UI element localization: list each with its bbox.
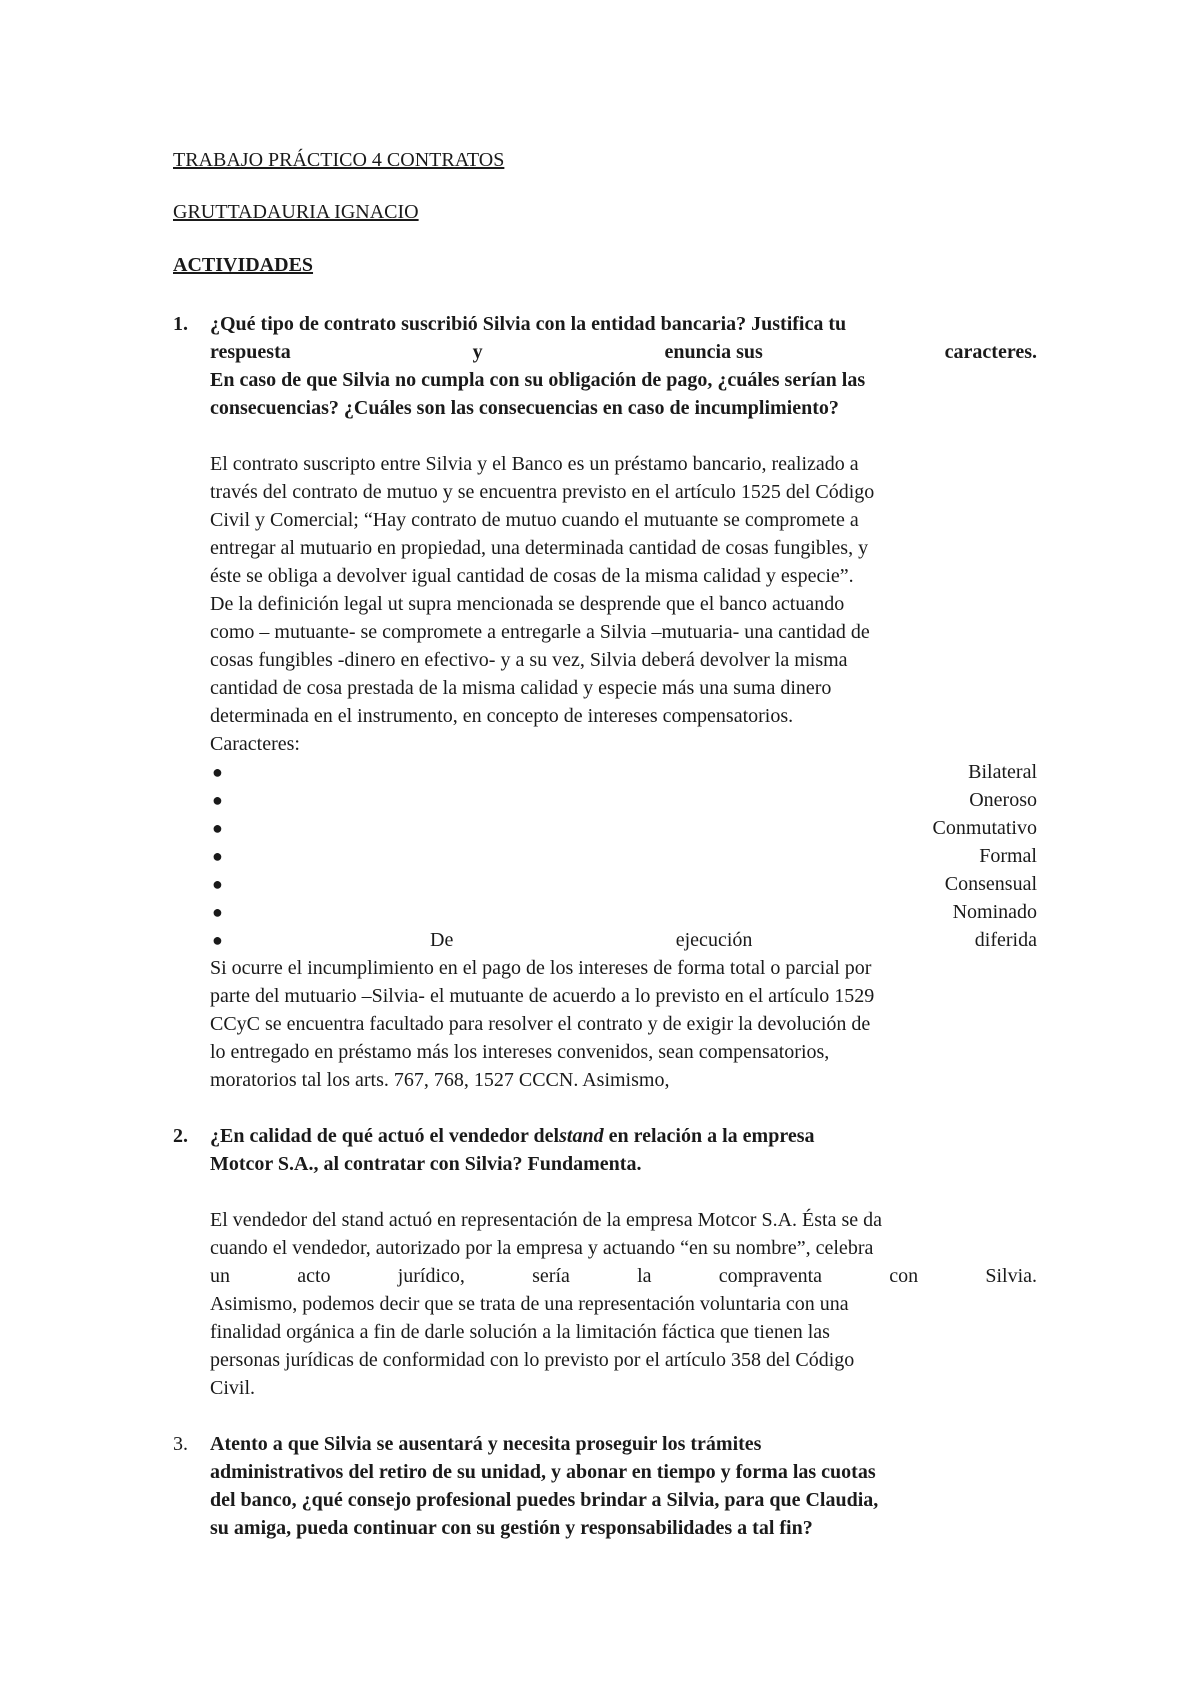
answer-line-justified <box>210 1262 1037 1290</box>
character-label: Nominado <box>952 901 1037 923</box>
answer-line: moratorios tal los arts. 767, 768, 1527 CCCN. Asimismo, <box>210 1069 670 1091</box>
word: caracteres. <box>944 341 1037 363</box>
list-item <box>212 814 1037 842</box>
word: acto <box>297 1265 331 1287</box>
question-line-justified <box>210 338 1037 366</box>
answer-line: determinada en el instrumento, en concepto de intereses compensatorios. <box>210 705 794 727</box>
list-item <box>212 758 1037 786</box>
section-heading: ACTIVIDADES <box>173 254 314 276</box>
character-label: Bilateral <box>968 761 1037 783</box>
answer-line: personas jurídicas de conformidad con lo previsto por el artículo 358 del Código <box>210 1349 855 1371</box>
list-item <box>212 870 1037 898</box>
answer-line: cuando el vendedor, autorizado por la empresa y actuando “en su nombre”, celebra <box>210 1237 874 1259</box>
bullet-icon: ● <box>212 846 223 866</box>
bullet-icon: ● <box>212 818 223 838</box>
bullet-icon: ● <box>212 790 223 810</box>
bullet-icon: ● <box>212 930 223 950</box>
character-label-justified <box>212 926 1037 954</box>
answer-1 <box>210 450 1037 758</box>
question-line: su amiga, pueda continuar con su gestión y responsabilidades a tal fin? <box>210 1517 813 1539</box>
question-line: ¿Qué tipo de contrato suscribió Silvia con la entidad bancaria? Justifica tu <box>210 313 847 335</box>
word: la <box>637 1265 652 1287</box>
question-line: administrativos del retiro de su unidad, y abonar en tiempo y forma las cuotas <box>210 1461 876 1483</box>
question-line: En caso de que Silvia no cumpla con su obligación de pago, ¿cuáles serían las <box>210 369 866 391</box>
answer-1-consequences <box>210 954 1037 1094</box>
answer-line: éste se obliga a devolver igual cantidad de cosas de la misma calidad y especie”. <box>210 565 854 587</box>
word: enuncia sus <box>664 341 763 363</box>
bullet-icon: ● <box>212 762 223 782</box>
word: jurídico, <box>397 1265 465 1287</box>
answer-line: CCyC se encuentra facultado para resolver el contrato y de exigir la devolución de <box>210 1013 871 1035</box>
question-text: ¿En calidad de qué actuó el vendedor del <box>210 1125 560 1147</box>
answer-line: Caracteres: <box>210 733 300 755</box>
list-item <box>212 898 1037 926</box>
question-line: Atento a que Silvia se ausentará y necesita proseguir los trámites <box>210 1433 762 1455</box>
word: diferida <box>974 929 1037 951</box>
word: con <box>889 1265 919 1287</box>
character-label: Consensual <box>944 873 1037 895</box>
answer-line: Civil. <box>210 1377 256 1399</box>
list-item <box>212 926 1037 954</box>
answer-2 <box>210 1206 1037 1402</box>
answer-line: El contrato suscripto entre Silvia y el Banco es un préstamo bancario, realizado a <box>210 453 859 475</box>
character-label: Conmutativo <box>932 817 1037 839</box>
answer-line: entregar al mutuario en propiedad, una determinada cantidad de cosas fungibles, y <box>210 537 869 559</box>
word: un <box>210 1265 230 1287</box>
list-item <box>212 786 1037 814</box>
question-line: del banco, ¿qué consejo profesional puedes brindar a Silvia, para que Claudia, <box>210 1489 879 1511</box>
answer-line: finalidad orgánica a fin de darle solución a la limitación fáctica que tienen las <box>210 1321 830 1343</box>
bullet-icon: ● <box>212 874 223 894</box>
characters-list <box>212 758 1037 954</box>
question-3-number: 3. <box>173 1433 188 1455</box>
question-2 <box>210 1122 1037 1178</box>
answer-line: como – mutuante- se compromete a entregarle a Silvia –mutuaria- una cantidad de <box>210 621 870 643</box>
question-line <box>210 1122 1037 1150</box>
answer-line: parte del mutuario –Silvia- el mutuante de acuerdo a lo previsto en el artículo 1529 <box>210 985 875 1007</box>
answer-line: cantidad de cosa prestada de la misma calidad y especie más una suma dinero <box>210 677 832 699</box>
answer-line: Asimismo, podemos decir que se trata de una representación voluntaria con una <box>210 1293 849 1315</box>
document-title: TRABAJO PRÁCTICO 4 CONTRATOS <box>173 149 505 171</box>
character-label: Oneroso <box>969 789 1037 811</box>
character-label: Formal <box>979 845 1037 867</box>
question-2-number: 2. <box>173 1125 188 1147</box>
question-line: Motcor S.A., al contratar con Silvia? Fundamenta. <box>210 1153 642 1175</box>
answer-line: lo entregado en préstamo más los intereses convenidos, sean compensatorios, <box>210 1041 830 1063</box>
answer-line: El vendedor del stand actuó en representación de la empresa Motcor S.A. Ésta se da <box>210 1209 882 1231</box>
answer-line: Si ocurre el incumplimiento en el pago de los intereses de forma total o parcial por <box>210 957 872 979</box>
word: Silvia. <box>985 1265 1037 1287</box>
question-1-number: 1. <box>173 313 188 335</box>
question-line: consecuencias? ¿Cuáles son las consecuencias en caso de incumplimiento? <box>210 397 839 419</box>
word: compraventa <box>718 1265 823 1287</box>
question-emphasis: stand <box>559 1125 604 1147</box>
word: sería <box>532 1265 570 1287</box>
word: respuesta <box>210 341 291 363</box>
list-item <box>212 842 1037 870</box>
word: ejecución <box>675 929 753 951</box>
answer-line: cosas fungibles -dinero en efectivo- y a su vez, Silvia deberá devolver la misma <box>210 649 848 671</box>
author-name: GRUTTADAURIA IGNACIO <box>173 201 419 223</box>
answer-line: Civil y Comercial; “Hay contrato de mutuo cuando el mutuante se compromete a <box>210 509 859 531</box>
word: y <box>472 341 483 363</box>
answer-line: De la definición legal ut supra mencionada se desprende que el banco actuando <box>210 593 845 615</box>
question-text: en relación a la empresa <box>603 1125 815 1147</box>
bullet-icon: ● <box>212 902 223 922</box>
answer-line: través del contrato de mutuo y se encuentra previsto en el artículo 1525 del Código <box>210 481 875 503</box>
question-3 <box>210 1430 1037 1542</box>
question-1 <box>210 310 1037 422</box>
word: De <box>430 929 454 951</box>
